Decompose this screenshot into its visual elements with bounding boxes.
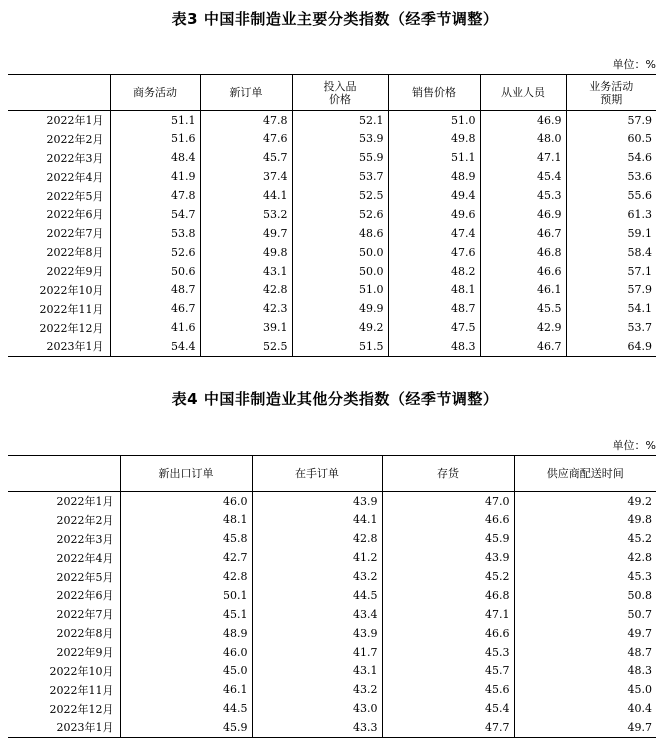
row-month-label: 2022年11月 xyxy=(49,683,114,697)
row-month-label: 2023年1月 xyxy=(56,721,114,735)
table-cell: 46.0 xyxy=(120,492,252,511)
table-cell: 48.1 xyxy=(388,281,480,300)
table-row xyxy=(8,186,656,205)
table4-header-row xyxy=(8,456,656,492)
table-cell: 47.6 xyxy=(200,129,292,148)
table-cell: 43.9 xyxy=(252,624,382,643)
table-row xyxy=(8,281,656,300)
table-cell: 48.0 xyxy=(480,129,566,148)
table-cell: 43.0 xyxy=(252,699,382,718)
table-cell: 54.6 xyxy=(566,148,656,167)
table-cell: 46.1 xyxy=(120,680,252,699)
row-month-label: 2022年3月 xyxy=(56,532,114,546)
table-cell: 49.4 xyxy=(388,186,480,205)
table-cell: 44.5 xyxy=(120,699,252,718)
table3-header-cell: 业务活动 预期 xyxy=(566,75,656,111)
row-month-label: 2022年7月 xyxy=(46,227,104,241)
table-row xyxy=(8,129,656,148)
table-row xyxy=(8,492,656,511)
row-month-label: 2022年5月 xyxy=(56,570,114,584)
row-month-label: 2022年8月 xyxy=(56,627,114,641)
table4-unit: 单位：% xyxy=(612,439,656,452)
table-cell: 45.4 xyxy=(382,699,514,718)
table-cell: 47.8 xyxy=(200,111,292,130)
table3-unit: 单位：% xyxy=(612,58,656,71)
table-cell: 45.0 xyxy=(120,662,252,681)
row-month-label: 2022年8月 xyxy=(46,246,104,260)
table-cell: 46.7 xyxy=(480,337,566,356)
table-cell: 53.8 xyxy=(110,224,200,243)
table-cell: 47.5 xyxy=(388,318,480,337)
table-cell: 42.7 xyxy=(120,548,252,567)
table-row xyxy=(8,718,656,737)
table-cell: 57.1 xyxy=(566,262,656,281)
table4-header-cell: 存货 xyxy=(382,456,514,492)
table-row xyxy=(8,243,656,262)
table-cell: 46.8 xyxy=(480,243,566,262)
table-cell: 37.4 xyxy=(200,167,292,186)
table-cell: 52.5 xyxy=(200,337,292,356)
table-row xyxy=(8,148,656,167)
table-cell: 49.7 xyxy=(514,624,656,643)
table-cell: 50.6 xyxy=(110,262,200,281)
table-row xyxy=(8,510,656,529)
table4-header-cell: 新出口订单 xyxy=(120,456,252,492)
table-cell: 54.4 xyxy=(110,337,200,356)
table-cell: 53.2 xyxy=(200,205,292,224)
table-cell: 47.8 xyxy=(110,186,200,205)
table-cell: 45.9 xyxy=(382,529,514,548)
table-cell: 54.1 xyxy=(566,299,656,318)
table-cell: 47.6 xyxy=(388,243,480,262)
table-cell: 59.1 xyxy=(566,224,656,243)
table-cell: 57.9 xyxy=(566,111,656,130)
table-row xyxy=(8,262,656,281)
table-row xyxy=(8,662,656,681)
table-row xyxy=(8,624,656,643)
table-cell: 50.1 xyxy=(120,586,252,605)
table-cell: 51.5 xyxy=(292,337,388,356)
table4-header-corner xyxy=(8,456,120,492)
table-cell: 47.1 xyxy=(382,605,514,624)
table-cell: 49.8 xyxy=(388,129,480,148)
table3 xyxy=(8,74,656,357)
table4-header-cell: 在手订单 xyxy=(252,456,382,492)
row-month-label: 2022年7月 xyxy=(56,608,114,622)
table-row xyxy=(8,167,656,186)
table-cell: 49.8 xyxy=(514,510,656,529)
table-cell: 48.3 xyxy=(388,337,480,356)
table-cell: 44.1 xyxy=(200,186,292,205)
row-month-label: 2022年11月 xyxy=(39,302,104,316)
table-cell: 48.7 xyxy=(388,299,480,318)
table-cell: 46.6 xyxy=(382,624,514,643)
table-cell: 43.2 xyxy=(252,567,382,586)
table-cell: 49.8 xyxy=(200,243,292,262)
table-cell: 46.7 xyxy=(480,224,566,243)
table-cell: 47.1 xyxy=(480,148,566,167)
table-cell: 45.3 xyxy=(514,567,656,586)
table-cell: 45.8 xyxy=(120,529,252,548)
table-row xyxy=(8,680,656,699)
table-cell: 51.0 xyxy=(388,111,480,130)
table-cell: 48.2 xyxy=(388,262,480,281)
table-cell: 46.0 xyxy=(120,643,252,662)
table3-header-row xyxy=(8,75,656,111)
table-cell: 49.6 xyxy=(388,205,480,224)
table-cell: 42.8 xyxy=(120,567,252,586)
table-cell: 48.9 xyxy=(120,624,252,643)
table-cell: 48.1 xyxy=(120,510,252,529)
table-cell: 45.6 xyxy=(382,680,514,699)
table-cell: 42.3 xyxy=(200,299,292,318)
table-cell: 51.1 xyxy=(110,111,200,130)
table-cell: 55.9 xyxy=(292,148,388,167)
table-cell: 43.9 xyxy=(252,492,382,511)
row-month-label: 2022年1月 xyxy=(56,495,114,509)
table-cell: 60.5 xyxy=(566,129,656,148)
table-cell: 50.8 xyxy=(514,586,656,605)
table-cell: 51.1 xyxy=(388,148,480,167)
table-cell: 50.7 xyxy=(514,605,656,624)
table-cell: 46.9 xyxy=(480,205,566,224)
table-cell: 54.7 xyxy=(110,205,200,224)
row-month-label: 2022年2月 xyxy=(56,513,114,527)
table-cell: 49.2 xyxy=(514,492,656,511)
table-cell: 47.4 xyxy=(388,224,480,243)
table-cell: 47.0 xyxy=(382,492,514,511)
row-month-label: 2022年10月 xyxy=(49,664,114,678)
table-cell: 43.3 xyxy=(252,718,382,737)
row-month-label: 2022年5月 xyxy=(46,189,104,203)
table-cell: 42.8 xyxy=(514,548,656,567)
table-cell: 40.4 xyxy=(514,699,656,718)
table-cell: 53.7 xyxy=(292,167,388,186)
row-month-label: 2022年2月 xyxy=(46,132,104,146)
table4 xyxy=(8,455,656,738)
table-cell: 47.7 xyxy=(382,718,514,737)
table-cell: 48.9 xyxy=(388,167,480,186)
table-cell: 46.8 xyxy=(382,586,514,605)
table-cell: 46.6 xyxy=(382,510,514,529)
table-cell: 61.3 xyxy=(566,205,656,224)
table-cell: 43.9 xyxy=(382,548,514,567)
table-cell: 45.5 xyxy=(480,299,566,318)
table-cell: 50.0 xyxy=(292,262,388,281)
table3-header-cell: 新订单 xyxy=(200,75,292,111)
table-cell: 43.1 xyxy=(252,662,382,681)
table3-title: 表3 中国非制造业主要分类指数（经季节调整） xyxy=(171,10,499,28)
row-month-label: 2022年9月 xyxy=(46,265,104,279)
table-cell: 52.1 xyxy=(292,111,388,130)
table3-header-cell: 投入品 价格 xyxy=(292,75,388,111)
table-cell: 45.3 xyxy=(480,186,566,205)
table-cell: 45.7 xyxy=(382,662,514,681)
table-cell: 49.7 xyxy=(200,224,292,243)
table-cell: 53.9 xyxy=(292,129,388,148)
table-row xyxy=(8,111,656,130)
table-cell: 49.7 xyxy=(514,718,656,737)
table-cell: 46.6 xyxy=(480,262,566,281)
table-row xyxy=(8,337,656,356)
row-month-label: 2022年6月 xyxy=(56,589,114,603)
table-cell: 49.2 xyxy=(292,318,388,337)
row-month-label: 2022年9月 xyxy=(56,646,114,660)
table-cell: 43.1 xyxy=(200,262,292,281)
row-month-label: 2022年12月 xyxy=(39,321,104,335)
table3-header-cell: 销售价格 xyxy=(388,75,480,111)
table-row xyxy=(8,699,656,718)
table-cell: 52.5 xyxy=(292,186,388,205)
table-cell: 45.1 xyxy=(120,605,252,624)
table-cell: 46.1 xyxy=(480,281,566,300)
row-month-label: 2022年6月 xyxy=(46,208,104,222)
table-cell: 48.6 xyxy=(292,224,388,243)
table-cell: 43.2 xyxy=(252,680,382,699)
table-row xyxy=(8,205,656,224)
table3-header-corner xyxy=(8,75,110,111)
table-cell: 45.2 xyxy=(514,529,656,548)
table-cell: 48.4 xyxy=(110,148,200,167)
table-cell: 42.8 xyxy=(252,529,382,548)
row-month-label: 2022年1月 xyxy=(46,114,104,128)
table4-title: 表4 中国非制造业其他分类指数（经季节调整） xyxy=(171,390,499,408)
table-cell: 45.0 xyxy=(514,680,656,699)
row-month-label: 2022年10月 xyxy=(39,283,104,297)
table-cell: 44.5 xyxy=(252,586,382,605)
table-cell: 48.7 xyxy=(514,643,656,662)
table-cell: 48.3 xyxy=(514,662,656,681)
table-cell: 45.9 xyxy=(120,718,252,737)
table-cell: 58.4 xyxy=(566,243,656,262)
table-cell: 52.6 xyxy=(110,243,200,262)
table-row xyxy=(8,299,656,318)
table-cell: 55.6 xyxy=(566,186,656,205)
table-cell: 51.0 xyxy=(292,281,388,300)
table-row xyxy=(8,224,656,243)
table-row xyxy=(8,548,656,567)
table3-header-cell: 从业人员 xyxy=(480,75,566,111)
row-month-label: 2022年3月 xyxy=(46,151,104,165)
table-cell: 46.9 xyxy=(480,111,566,130)
table-cell: 45.7 xyxy=(200,148,292,167)
table-cell: 48.7 xyxy=(110,281,200,300)
table-cell: 39.1 xyxy=(200,318,292,337)
row-month-label: 2022年4月 xyxy=(56,551,114,565)
table-cell: 53.7 xyxy=(566,318,656,337)
table-cell: 51.6 xyxy=(110,129,200,148)
table-cell: 64.9 xyxy=(566,337,656,356)
table-cell: 45.4 xyxy=(480,167,566,186)
table-cell: 42.9 xyxy=(480,318,566,337)
table-cell: 41.9 xyxy=(110,167,200,186)
table-cell: 49.9 xyxy=(292,299,388,318)
table-cell: 41.6 xyxy=(110,318,200,337)
table-cell: 53.6 xyxy=(566,167,656,186)
table-row xyxy=(8,567,656,586)
table-cell: 50.0 xyxy=(292,243,388,262)
table3-header-cell: 商务活动 xyxy=(110,75,200,111)
table-cell: 44.1 xyxy=(252,510,382,529)
table-cell: 52.6 xyxy=(292,205,388,224)
row-month-label: 2023年1月 xyxy=(46,340,104,354)
table-cell: 41.7 xyxy=(252,643,382,662)
table-cell: 43.4 xyxy=(252,605,382,624)
table-row xyxy=(8,643,656,662)
table-cell: 41.2 xyxy=(252,548,382,567)
row-month-label: 2022年12月 xyxy=(49,702,114,716)
table-row xyxy=(8,605,656,624)
table-cell: 42.8 xyxy=(200,281,292,300)
table-cell: 45.3 xyxy=(382,643,514,662)
table-row xyxy=(8,586,656,605)
table-cell: 46.7 xyxy=(110,299,200,318)
table4-header-cell: 供应商配送时间 xyxy=(514,456,656,492)
row-month-label: 2022年4月 xyxy=(46,170,104,184)
table-row xyxy=(8,529,656,548)
table-cell: 45.2 xyxy=(382,567,514,586)
table-cell: 57.9 xyxy=(566,281,656,300)
table-row xyxy=(8,318,656,337)
